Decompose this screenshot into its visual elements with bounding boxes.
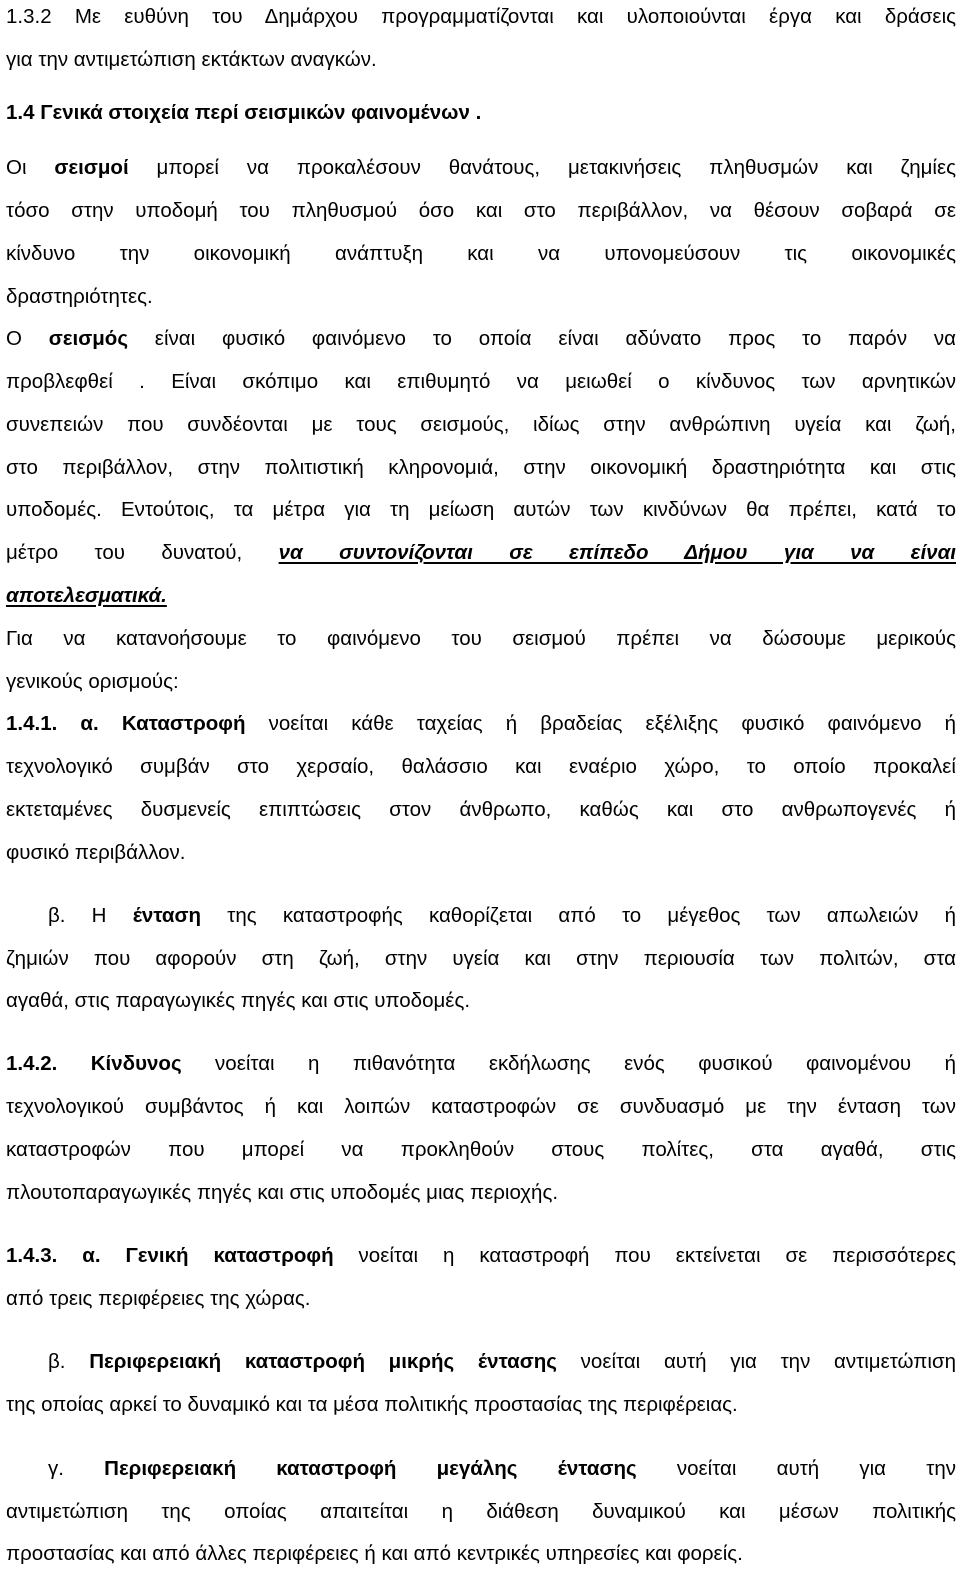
section-number: 1.4.1. α. [6,712,122,735]
paragraph-1-line-1 [6,155,956,181]
definition-1-4-1-line-3: εκτεταμένες δυσμενείς επιπτώσεις στον άνθρωπο, καθώς και στο ανθρωπογενές ή [6,798,956,821]
text-run: γ. [48,1457,105,1480]
paragraph-2-line-4: στο περιβάλλον, στην πολιτιστική κληρονομιά, στην οικονομική δραστηριότητα και στις [6,456,956,479]
section-1-4-heading [6,100,956,126]
definition-1-4-1-line-1 [6,711,956,737]
definition-1-4-1b-line-3: αγαθά, στις παραγωγικές πηγές και στις υποδομές. [6,989,471,1012]
section-number: 1.4.3. α. [6,1244,126,1267]
text-run: μέτρο του δυνατού, [6,541,279,564]
emphasis-underlined: να συντονίζονται σε επίπεδο Δήμου για να είναι [278,541,956,564]
text-run: της καταστροφής καθορίζεται από το μέγεθος των απωλειών ή [201,904,956,927]
text-run: νοείται η πιθανότητα εκδήλωσης ενός φυσικού φαινομένου ή [181,1052,956,1075]
definition-1-4-3c-line-2: αντιμετώπιση της οποίας απαιτείται η διάθεση δυναμικού και μέσων πολιτικής [6,1500,956,1523]
definition-1-4-2-line-1 [6,1051,956,1077]
section-number: 1.4.2. [6,1052,91,1075]
paragraph-1-line-2: τόσο στην υποδομή του πληθυσμού όσο και στο περιβάλλον, να θέσουν σοβαρά σε [6,199,956,222]
definition-1-4-1b-line-1 [48,903,956,929]
paragraph-3-line-2: γενικούς ορισμούς: [6,670,179,693]
paragraph-2-line-7 [6,583,956,609]
text-run: είναι φυσικό φαινόμενο το οποία είναι αδύνατο προς το παρόν να [127,327,956,350]
bold-term: Γενική καταστροφή [125,1244,334,1267]
bold-term: σεισμοί [54,156,129,179]
bold-term: σεισμός [48,327,128,350]
bold-term: ένταση [132,904,202,927]
bold-term: Περιφερειακή καταστροφή μεγάλης έντασης [104,1457,637,1480]
paragraph-1-line-3: κίνδυνο την οικονομική ανάπτυξη και να υπονομεύσουν τις οικονομικές [6,242,956,265]
definition-1-4-2-line-4: πλουτοπαραγωγικές πηγές και στις υποδομές μιας περιοχής. [6,1181,559,1204]
paragraph-2-line-2: προβλεφθεί . Είναι σκόπιμο και επιθυμητό να μειωθεί ο κίνδυνος των αρνητικών [6,370,956,393]
definition-1-4-3b-line-1 [48,1349,956,1375]
text-run: νοείται κάθε ταχείας ή βραδείας εξέλιξης φυσικό φαινόμενο ή [245,712,957,735]
definition-1-4-3-line-2: από τρεις περιφέρειες της χώρας. [6,1287,311,1310]
definition-1-4-3b-line-2: της οποίας αρκεί το δυναμικό και τα μέσα πολιτικής προστασίας της περιφέρειας. [6,1393,738,1416]
paragraph-2-line-1 [6,326,956,352]
section-heading-text: 1.4 Γενικά στοιχεία περί σεισμικών φαινομένων . [6,101,482,124]
definition-1-4-1-line-2: τεχνολογικό συμβάν στο χερσαίο, θαλάσσιο και εναέριο χώρο, το οποίο προκαλεί [6,755,956,778]
bold-term: Κίνδυνος [90,1052,182,1075]
definition-1-4-3c-line-1 [48,1456,956,1482]
text-run: Ο [6,327,49,350]
paragraph-2-line-5: υποδομές. Εντούτοις, τα μέτρα για τη μείωση αυτών των κινδύνων θα πρέπει, κατά το [6,498,956,521]
paragraph-2-line-3: συνεπειών που συνδέονται με τους σεισμούς, ιδίως στην ανθρώπινη υγεία και ζωή, [6,413,956,436]
definition-1-4-2-line-2: τεχνολογικού συμβάντος ή και λοιπών καταστροφών σε συνδυασμό με την ένταση των [6,1095,956,1118]
text-run: μπορεί να προκαλέσουν θανάτους, μετακινήσεις πληθυσμών και ζημίες [128,156,956,179]
section-1-3-2-line-1: 1.3.2 Με ευθύνη του Δημάρχου προγραμματίζονται και υλοποιούνται έργα και δράσεις [6,5,956,28]
text-run: β. [48,1350,90,1373]
text-run: νοείται αυτή για την αντιμετώπιση [556,1350,957,1373]
text-run: νοείται η καταστροφή που εκτείνεται σε περισσότερες [333,1244,956,1267]
definition-1-4-3-line-1 [6,1243,956,1269]
bold-term: Περιφερειακή καταστροφή μικρής έντασης [89,1350,557,1373]
definition-1-4-1b-line-2: ζημιών που αφορούν στη ζωή, στην υγεία και στην περιουσία των πολιτών, στα [6,947,956,970]
emphasis-underlined: αποτελεσματικά. [6,584,167,607]
section-1-3-2-line-2: για την αντιμετώπιση εκτάκτων αναγκών. [6,48,377,71]
text-run: β. Η [48,904,133,927]
paragraph-2-line-6 [6,540,956,566]
definition-1-4-3c-line-3: προστασίας και από άλλες περιφέρειες ή και από κεντρικές υπηρεσίες και φορείς. [6,1542,743,1565]
text-run: Οι [6,156,55,179]
paragraph-1-line-4: δραστηριότητες. [6,285,153,308]
bold-term: Καταστροφή [121,712,246,735]
text-run: νοείται αυτή για την [636,1457,956,1480]
paragraph-3-line-1: Για να κατανοήσουμε το φαινόμενο του σεισμού πρέπει να δώσουμε μερικούς [6,627,956,650]
definition-1-4-1-line-4: φυσικό περιβάλλον. [6,841,186,864]
definition-1-4-2-line-3: καταστροφών που μπορεί να προκληθούν στους πολίτες, στα αγαθά, στις [6,1138,956,1161]
